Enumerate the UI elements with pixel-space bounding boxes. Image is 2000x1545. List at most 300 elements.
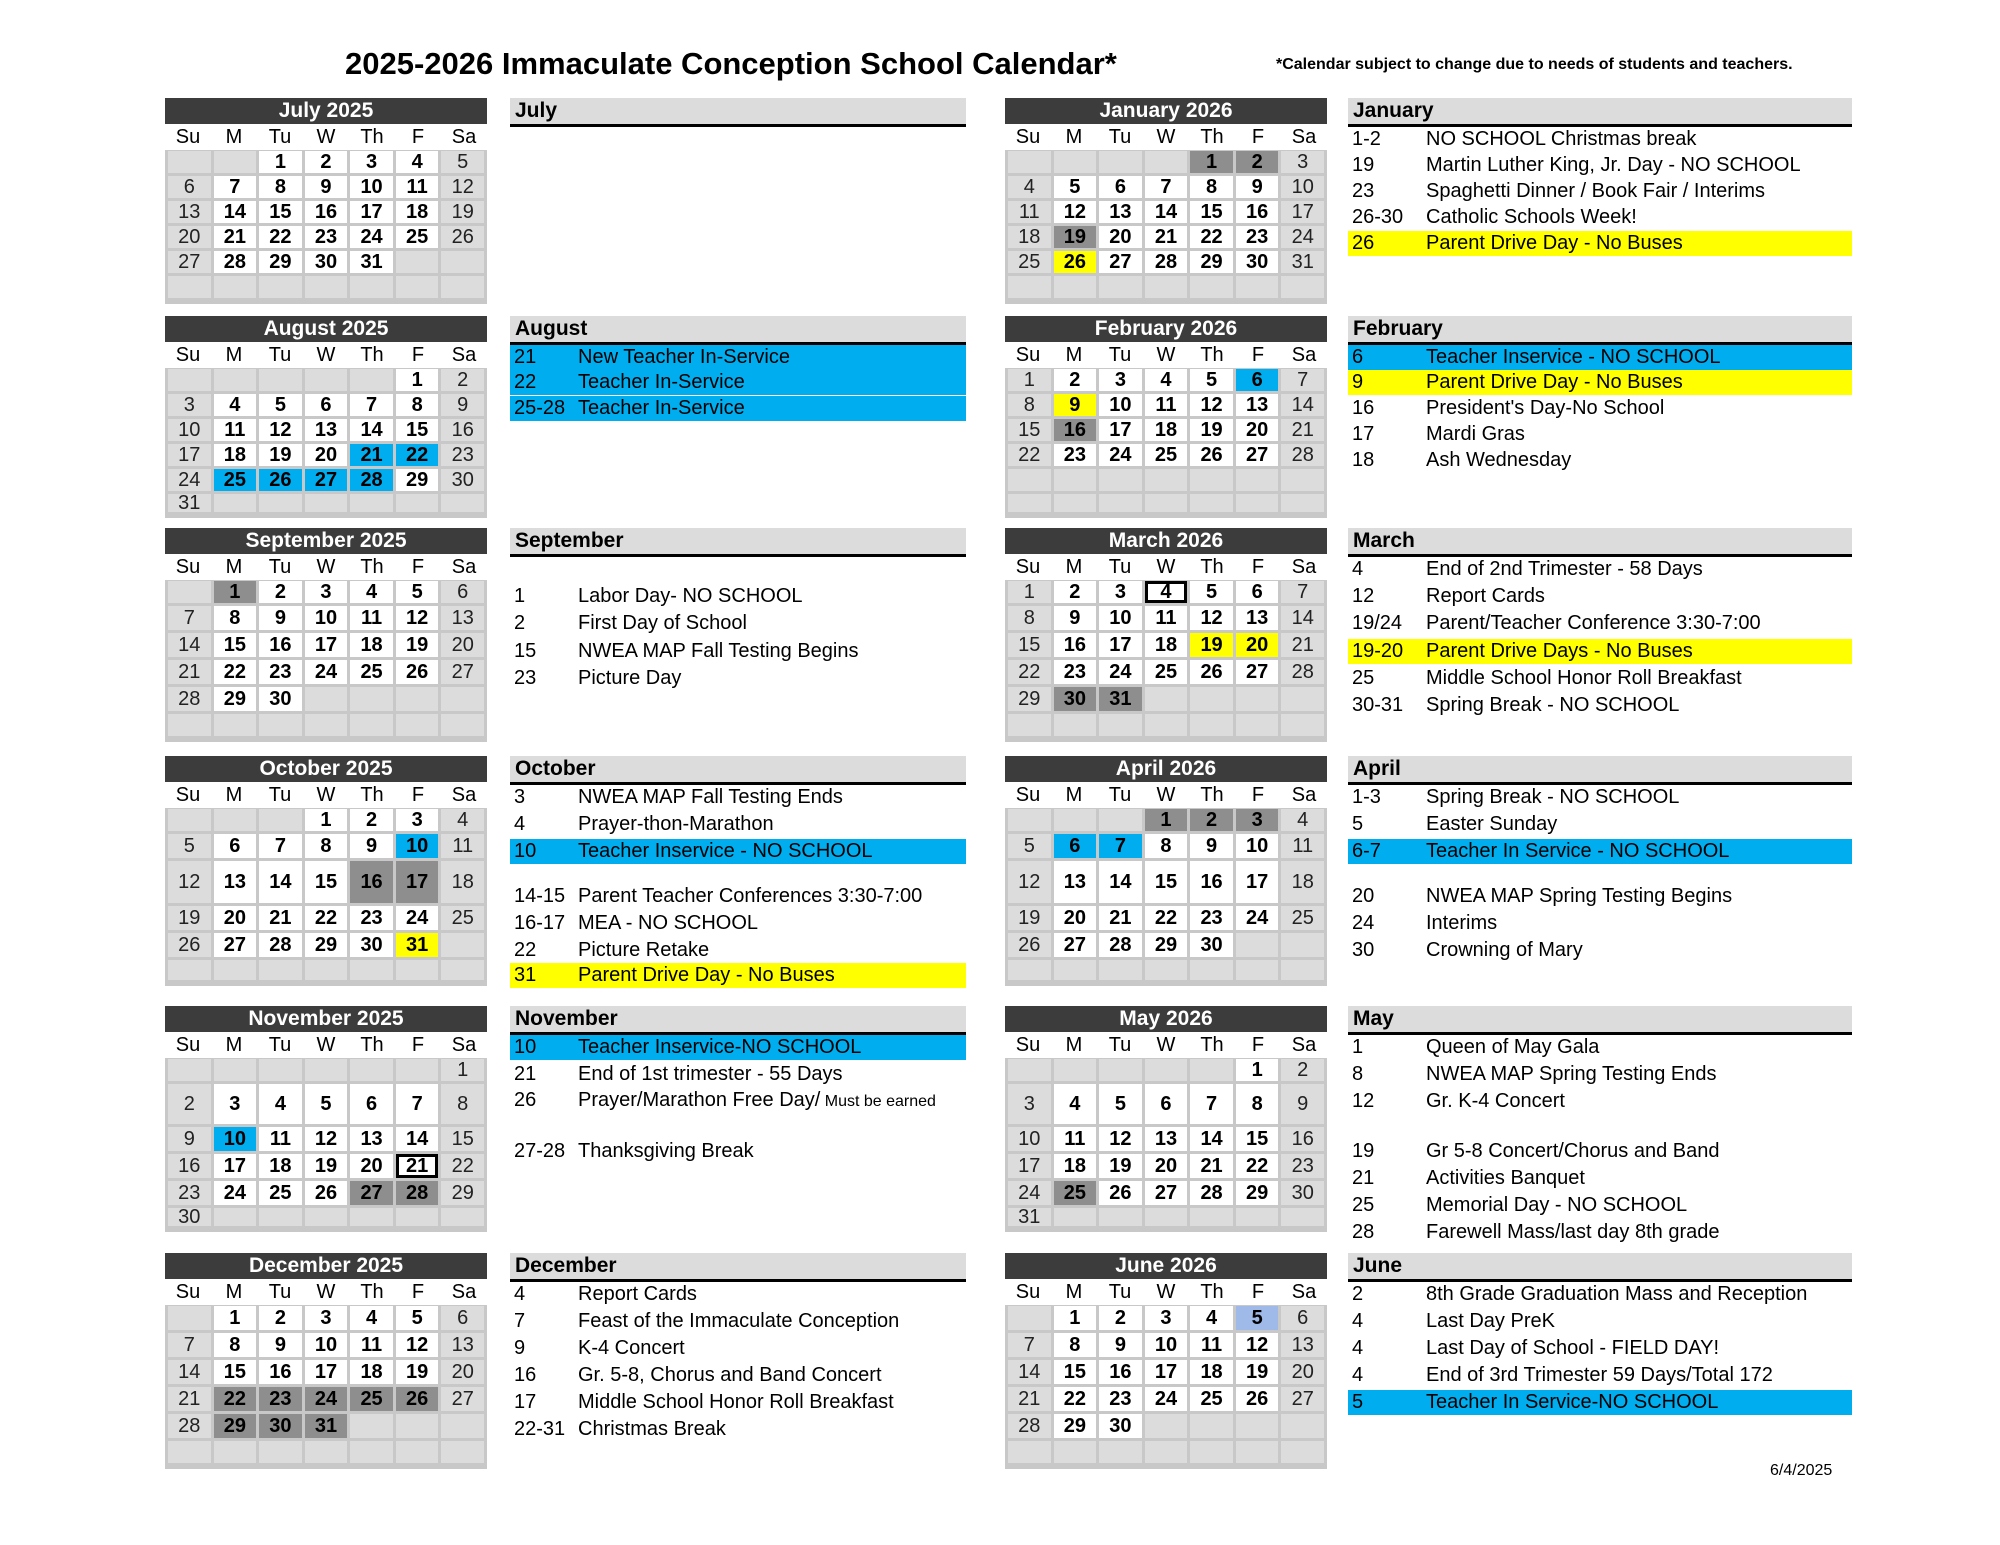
weekday-label: W [1156, 784, 1176, 806]
empty-day-cell [1145, 714, 1188, 736]
day-cell: 23 [259, 660, 302, 684]
disclaimer-note: *Calendar subject to change due to needs of students and teachers. [1276, 56, 1793, 73]
day-cell: 21 [1145, 226, 1188, 248]
event-item [1348, 1282, 1852, 1307]
day-cell: 2 [350, 809, 393, 831]
weekday-label: Su [1015, 1034, 1041, 1056]
empty-day-cell [350, 369, 393, 391]
event-text: Catholic Schools Week! [1426, 206, 1637, 228]
events-panel-sep [510, 528, 966, 689]
weekday-label: Tu [1108, 1034, 1132, 1056]
day-cell: 22 [214, 1387, 257, 1411]
event-date: 25 [1352, 1194, 1375, 1216]
day-cell: 13 [305, 419, 348, 441]
day-cell: 13 [1099, 201, 1142, 223]
empty-day-cell [1145, 494, 1188, 512]
day-cell: 31 [305, 1414, 348, 1438]
empty-day-cell [1236, 714, 1279, 736]
day-cell: 7 [168, 1333, 211, 1357]
events-month-heading: January [1348, 98, 1852, 127]
weekday-label: Tu [1108, 784, 1132, 806]
events-panel-jul [510, 98, 966, 127]
day-cell: 24 [168, 469, 211, 491]
weekday-label: Tu [268, 784, 292, 806]
day-cell: 22 [1054, 1387, 1097, 1411]
event-text: Teacher In-Service [578, 397, 745, 419]
page-title: 2025-2026 Immaculate Conception School Calendar* [345, 46, 1117, 81]
day-cell: 23 [168, 1181, 211, 1205]
day-cell: 22 [305, 906, 348, 930]
day-cell: 6 [1236, 581, 1279, 603]
event-date: 23 [514, 667, 537, 689]
event-text: Queen of May Gala [1426, 1036, 1600, 1058]
day-cell: 5 [305, 1084, 348, 1124]
weekday-label: M [1065, 126, 1083, 148]
day-cell: 20 [1099, 226, 1142, 248]
day-cell: 21 [1099, 906, 1142, 930]
event-text: Middle School Honor Roll Breakfast [578, 1391, 894, 1413]
day-cell: 20 [1054, 906, 1097, 930]
event-text: End of 1st trimester - 55 Days [578, 1063, 843, 1085]
weekday-label: M [225, 344, 243, 366]
weekday-label: Th [360, 784, 384, 806]
month-title: November 2025 [165, 1006, 487, 1032]
empty-day-cell [1054, 151, 1097, 173]
day-cell: 15 [1008, 419, 1051, 441]
weekday-label: Th [360, 1034, 384, 1056]
day-cell: 15 [1008, 633, 1051, 657]
day-cell: 1 [214, 1306, 257, 1330]
week-row [1005, 393, 1327, 418]
week-row [1005, 1440, 1327, 1465]
day-cell: 23 [1099, 1387, 1142, 1411]
day-cell: 15 [214, 1360, 257, 1384]
day-cell: 27 [1145, 1181, 1188, 1205]
week-row [1005, 250, 1327, 275]
empty-day-cell [1008, 151, 1051, 173]
day-cell: 1 [441, 1059, 484, 1081]
weekday-label: Su [175, 556, 201, 578]
day-cell: 25 [214, 469, 257, 491]
weekday-label: F [411, 1281, 425, 1303]
day-cell: 25 [1145, 660, 1188, 684]
weekday-label: M [1065, 1034, 1083, 1056]
empty-day-cell [1281, 494, 1324, 512]
empty-day-cell [305, 687, 348, 711]
event-text: President's Day-No School [1426, 397, 1665, 419]
empty-day-cell [214, 494, 257, 512]
event-text: 8th Grade Graduation Mass and Reception [1426, 1283, 1808, 1305]
empty-day-cell [1281, 1414, 1324, 1438]
day-cell: 18 [1054, 1154, 1097, 1178]
empty-day-cell [1099, 151, 1142, 173]
day-cell: 18 [1145, 633, 1188, 657]
day-cell: 7 [214, 176, 257, 198]
event-text: Gr 5-8 Concert/Chorus and Band [1426, 1140, 1720, 1162]
weekday-header [165, 554, 487, 580]
weekday-header [165, 1279, 487, 1305]
day-cell: 15 [259, 201, 302, 223]
event-date: 1 [1352, 1036, 1364, 1058]
day-cell: 31 [396, 933, 439, 957]
weekday-label: F [1251, 784, 1265, 806]
month-calendar-jul [165, 98, 487, 304]
week-row [165, 1207, 487, 1228]
day-cell: 1 [259, 151, 302, 173]
empty-day-cell [305, 714, 348, 736]
empty-day-cell [168, 1306, 211, 1330]
day-cell: 22 [1008, 660, 1051, 684]
day-cell: 31 [1099, 687, 1142, 711]
day-cell: 25 [1281, 906, 1324, 930]
day-cell: 1 [214, 581, 257, 603]
day-cell: 20 [441, 1360, 484, 1384]
event-item [1348, 345, 1852, 370]
day-cell: 28 [1281, 444, 1324, 466]
empty-day-cell [214, 151, 257, 173]
day-cell: 7 [259, 834, 302, 858]
empty-day-cell [441, 714, 484, 736]
empty-day-cell [1190, 469, 1233, 491]
day-cell: 4 [350, 581, 393, 603]
event-item [510, 911, 966, 936]
day-cell: 3 [168, 394, 211, 416]
day-cell: 19 [305, 1154, 348, 1178]
day-cell: 9 [1190, 834, 1233, 858]
day-cell: 27 [1099, 251, 1142, 273]
day-cell: 13 [1145, 1127, 1188, 1151]
week-row [1005, 275, 1327, 300]
day-cell: 24 [305, 1387, 348, 1411]
day-cell: 2 [259, 581, 302, 603]
day-cell: 20 [1281, 1360, 1324, 1384]
events-month-heading: August [510, 316, 966, 345]
day-cell: 27 [305, 469, 348, 491]
day-cell: 28 [259, 933, 302, 957]
event-date: 5 [1352, 1391, 1364, 1413]
empty-day-cell [305, 1208, 348, 1226]
day-cell: 27 [441, 660, 484, 684]
day-cell: 29 [214, 687, 257, 711]
day-cell: 9 [168, 1127, 211, 1151]
week-row [165, 1359, 487, 1386]
empty-day-cell [1145, 1414, 1188, 1438]
day-cell: 2 [1054, 369, 1097, 391]
empty-day-cell [1099, 960, 1142, 980]
day-cell: 11 [350, 606, 393, 630]
empty-day-cell [441, 251, 484, 273]
day-cell: 16 [259, 633, 302, 657]
day-cell: 9 [1099, 1333, 1142, 1357]
event-text: New Teacher In-Service [578, 346, 790, 368]
event-date: 25 [1352, 667, 1375, 689]
week-row [1005, 443, 1327, 468]
weekday-label: Tu [1108, 556, 1132, 578]
empty-day-cell [441, 494, 484, 512]
day-cell: 28 [1008, 1414, 1051, 1438]
events-panel-feb [1348, 316, 1852, 471]
day-cell: 23 [1281, 1154, 1324, 1178]
empty-day-cell [168, 1441, 211, 1463]
day-cell: 10 [1236, 834, 1279, 858]
day-cell: 8 [1145, 834, 1188, 858]
event-item [1348, 693, 1852, 718]
day-cell: 15 [1054, 1360, 1097, 1384]
day-cell: 26 [1099, 1181, 1142, 1205]
weekday-header [165, 342, 487, 368]
event-date: 1-2 [1352, 128, 1381, 150]
weekday-label: W [1156, 126, 1176, 148]
event-date: 15 [514, 640, 537, 662]
day-cell: 11 [1281, 834, 1324, 858]
event-text: Parent Drive Day - No Buses [578, 964, 835, 986]
day-cell: 16 [259, 1360, 302, 1384]
empty-day-cell [1236, 1441, 1279, 1463]
weekday-header [1005, 124, 1327, 150]
day-cell: 15 [1236, 1127, 1279, 1151]
event-text: First Day of School [578, 612, 747, 634]
event-item [510, 839, 966, 864]
empty-day-cell [214, 1208, 257, 1226]
event-item [510, 1282, 966, 1307]
day-cell: 8 [305, 834, 348, 858]
empty-day-cell [350, 494, 393, 512]
day-cell: 2 [1236, 151, 1279, 173]
day-cell: 28 [1281, 660, 1324, 684]
weekday-label: Sa [1291, 344, 1317, 366]
day-cell: 24 [1236, 906, 1279, 930]
month-title: August 2025 [165, 316, 487, 342]
event-date: 10 [514, 840, 537, 862]
day-cell: 12 [1190, 394, 1233, 416]
day-cell: 16 [1281, 1127, 1324, 1151]
day-cell: 6 [305, 394, 348, 416]
day-cell: 15 [1190, 201, 1233, 223]
day-cell: 2 [1099, 1306, 1142, 1330]
day-cell: 15 [441, 1127, 484, 1151]
weekday-label: M [1065, 344, 1083, 366]
day-cell: 31 [1281, 251, 1324, 273]
day-cell: 21 [1190, 1154, 1233, 1178]
day-cell: 13 [1281, 1333, 1324, 1357]
month-calendar-jan [1005, 98, 1327, 304]
events-panel-oct [510, 756, 966, 986]
day-cell: 11 [350, 1333, 393, 1357]
weekday-label: W [316, 1034, 336, 1056]
weekday-label: M [225, 784, 243, 806]
event-date: 7 [514, 1310, 526, 1332]
weekday-header [1005, 1032, 1327, 1058]
day-cell: 1 [396, 369, 439, 391]
day-cell: 14 [350, 419, 393, 441]
day-cell: 16 [1236, 201, 1279, 223]
day-cell: 3 [305, 1306, 348, 1330]
weekday-label: F [1251, 344, 1265, 366]
day-cell: 20 [1145, 1154, 1188, 1178]
day-cell: 3 [1099, 581, 1142, 603]
month-title: December 2025 [165, 1253, 487, 1279]
day-cell: 5 [1236, 1306, 1279, 1330]
empty-day-cell [1145, 960, 1188, 980]
week-row [1005, 860, 1327, 905]
empty-day-cell [214, 809, 257, 831]
day-cell: 3 [350, 151, 393, 173]
event-item [1348, 1336, 1852, 1361]
event-text: Parent/Teacher Conference 3:30-7:00 [1426, 612, 1761, 634]
month-title: July 2025 [165, 98, 487, 124]
week-row [1005, 150, 1327, 175]
day-cell: 1 [1054, 1306, 1097, 1330]
empty-day-cell [259, 276, 302, 298]
day-cell: 4 [1190, 1306, 1233, 1330]
day-cell: 26 [1008, 933, 1051, 957]
day-cell: 6 [441, 1306, 484, 1330]
event-item [510, 345, 966, 370]
day-cell: 29 [441, 1181, 484, 1205]
day-cell: 26 [1236, 1387, 1279, 1411]
day-cell: 26 [1054, 251, 1097, 273]
day-cell: 3 [1008, 1084, 1051, 1124]
empty-day-cell [1008, 809, 1051, 831]
event-item [1348, 1166, 1852, 1191]
event-date: 30 [1352, 939, 1375, 961]
day-cell: 18 [1190, 1360, 1233, 1384]
empty-day-cell [1054, 494, 1097, 512]
day-cell: 16 [441, 419, 484, 441]
day-cell: 23 [1054, 444, 1097, 466]
weekday-label: Th [360, 344, 384, 366]
event-item [1348, 839, 1852, 864]
events-month-heading: March [1348, 528, 1852, 557]
weekday-label: Su [175, 344, 201, 366]
day-cell: 29 [1190, 251, 1233, 273]
event-text: Middle School Honor Roll Breakfast [1426, 667, 1742, 689]
day-cell: 21 [168, 1387, 211, 1411]
empty-day-cell [1008, 1059, 1051, 1081]
week-row [165, 1386, 487, 1413]
empty-day-cell [1054, 1441, 1097, 1463]
event-date: 16-17 [514, 912, 566, 934]
day-cell: 3 [1145, 1306, 1188, 1330]
empty-day-cell [168, 151, 211, 173]
day-cell: 29 [214, 1414, 257, 1438]
event-text: Teacher Inservice-NO SCHOOL [578, 1036, 862, 1058]
event-text: Teacher In Service - NO SCHOOL [1426, 840, 1730, 862]
day-cell: 20 [305, 444, 348, 466]
weekday-label: Sa [451, 344, 477, 366]
day-cell: 4 [214, 394, 257, 416]
day-cell: 17 [214, 1154, 257, 1178]
day-cell: 14 [1190, 1127, 1233, 1151]
week-row [165, 493, 487, 514]
week-row [1005, 580, 1327, 605]
day-cell: 28 [350, 469, 393, 491]
day-cell: 9 [305, 176, 348, 198]
day-cell: 9 [259, 606, 302, 630]
empty-day-cell [1099, 714, 1142, 736]
event-date: 3 [514, 786, 526, 808]
empty-day-cell [1190, 1441, 1233, 1463]
empty-day-cell [305, 1059, 348, 1081]
event-text: Spring Break - NO SCHOOL [1426, 786, 1680, 808]
month-calendar-may [1005, 1006, 1327, 1232]
day-cell: 11 [1190, 1333, 1233, 1357]
event-item [1348, 785, 1852, 810]
weekday-label: Su [1015, 784, 1041, 806]
event-text: Martin Luther King, Jr. Day - NO SCHOOL [1426, 154, 1801, 176]
day-cell: 17 [350, 201, 393, 223]
weekday-label: Sa [451, 1034, 477, 1056]
week-row [165, 1083, 487, 1126]
empty-day-cell [1008, 494, 1051, 512]
weekday-label: Sa [451, 556, 477, 578]
day-cell: 4 [259, 1084, 302, 1124]
day-cell: 8 [214, 606, 257, 630]
empty-day-cell [1099, 809, 1142, 831]
week-row [165, 275, 487, 300]
day-cell: 11 [396, 176, 439, 198]
day-cell: 16 [305, 201, 348, 223]
day-cell: 11 [214, 419, 257, 441]
event-date: 4 [1352, 558, 1364, 580]
event-date: 9 [1352, 371, 1364, 393]
event-text: Teacher In-Service [578, 371, 745, 393]
day-cell: 12 [305, 1127, 348, 1151]
week-row [1005, 932, 1327, 959]
event-date: 17 [514, 1391, 537, 1413]
day-cell: 21 [1008, 1387, 1051, 1411]
weekday-label: F [1251, 126, 1265, 148]
day-cell: 30 [350, 933, 393, 957]
day-cell: 30 [1281, 1181, 1324, 1205]
event-text: Crowning of Mary [1426, 939, 1583, 961]
day-cell: 4 [1281, 809, 1324, 831]
day-cell: 11 [1145, 394, 1188, 416]
day-cell: 5 [1190, 369, 1233, 391]
event-item [1348, 557, 1852, 582]
weekday-label: Sa [451, 784, 477, 806]
event-date: 17 [1352, 423, 1375, 445]
month-title: February 2026 [1005, 316, 1327, 342]
event-item [1348, 205, 1852, 230]
day-cell: 14 [214, 201, 257, 223]
day-cell: 5 [396, 1306, 439, 1330]
day-cell: 25 [350, 1387, 393, 1411]
events-month-heading: September [510, 528, 966, 557]
day-cell: 24 [350, 226, 393, 248]
event-date: 4 [514, 1283, 526, 1305]
week-row [1005, 1413, 1327, 1440]
empty-day-cell [1190, 1208, 1233, 1226]
weekday-label: W [1156, 1281, 1176, 1303]
week-row [1005, 833, 1327, 860]
day-cell: 24 [1008, 1181, 1051, 1205]
week-row [1005, 468, 1327, 493]
day-cell: 17 [305, 1360, 348, 1384]
day-cell: 26 [1190, 444, 1233, 466]
day-cell: 12 [1099, 1127, 1142, 1151]
weekday-label: Su [1015, 1281, 1041, 1303]
weekday-label: F [411, 344, 425, 366]
day-cell: 8 [1236, 1084, 1279, 1124]
day-cell: 25 [350, 660, 393, 684]
day-cell: 29 [396, 469, 439, 491]
month-calendar-dec [165, 1253, 487, 1469]
week-row [1005, 1083, 1327, 1126]
day-cell: 8 [259, 176, 302, 198]
day-cell: 12 [396, 1333, 439, 1357]
week-row [1005, 905, 1327, 932]
